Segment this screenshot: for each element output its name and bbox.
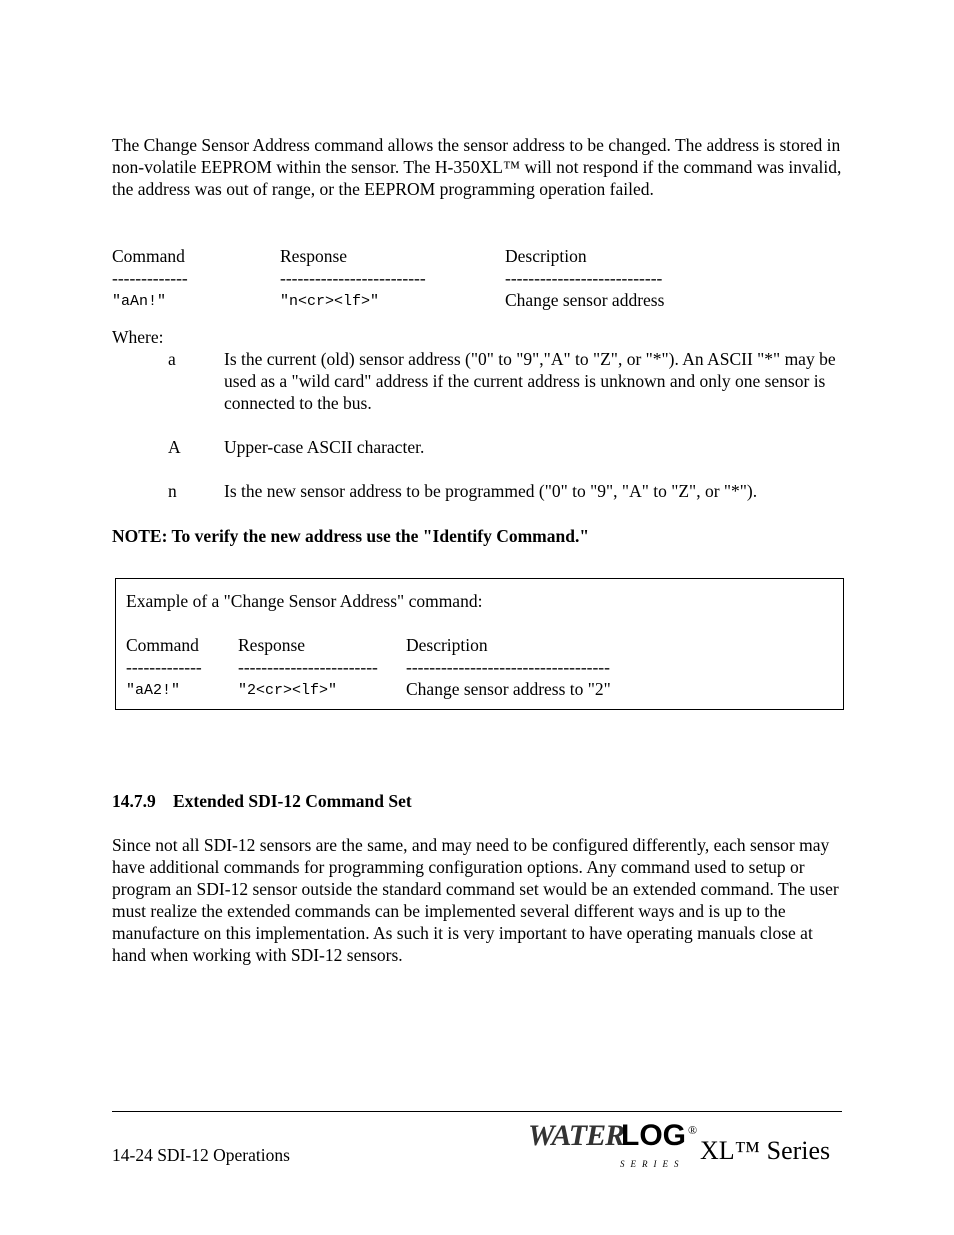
example-cell-command: "aA2!" [126,682,181,699]
example-cell-response: "2<cr><lf>" [238,682,338,699]
example-header-response: Response [238,635,306,655]
body-paragraph: Since not all SDI-12 sensors are the same, and may need to be configured differently, each sensor may have additional commands for programming configuration options. Any command used to setup or program an SDI-12 sensor outside the standard command set would be an extended command. The user must realize the extended commands can be implemented several different ways and is up to the manufacture on this implementation. As such it is very important to have operating manuals close at hand when working with SDI-12 sensors. [112,835,839,965]
table1-cell-response: "n<cr><lf>" [280,293,380,310]
example-dashes-response: ------------------------ [238,657,378,677]
example-box [115,578,844,710]
section-title: Extended SDI-12 Command Set [173,791,412,811]
example-header-description: Description [406,635,488,655]
table1-header-response: Response [280,246,348,266]
where-key-n: n [168,481,177,501]
where-text-a: Is the current (old) sensor address ("0" to "9","A" to "Z", or "*"). An ASCII "*" may be used as a "wild card" address if the current address is unknown and only one sensor is connected to the bus. [224,349,836,413]
where-key-a: a [168,349,176,369]
table1-dashes-description: --------------------------- [505,268,663,288]
footer-series-label: XL™ Series [700,1136,831,1165]
intro-paragraph: The Change Sensor Address command allows the sensor address to be changed. The address is stored in non-volatile EEPROM within the sensor. The H-350XL™ will not respond if the command was invalid, the address was out of range, or the EEPROM programming operation failed. [112,135,842,199]
where-text-A: Upper-case ASCII character. [224,437,425,457]
example-header-command: Command [126,635,199,655]
table1-header-command: Command [112,246,185,266]
note: NOTE: To verify the new address use the "Identify Command." [112,526,590,546]
table1-cell-description: Change sensor address [505,290,665,310]
table1-dashes-response: ------------------------- [280,268,426,288]
where-text-n: Is the new sensor address to be programmed ("0" to "9", "A" to "Z", or "*"). [224,481,758,501]
example-cell-description: Change sensor address to "2" [406,679,611,699]
table1-header-description: Description [505,246,587,266]
table1-dashes-command: ------------- [112,268,188,288]
example-dashes-command: ------------- [126,657,202,677]
footer-page-label: 14-24 SDI-12 Operations [112,1145,290,1165]
example-title: Example of a "Change Sensor Address" command: [126,591,483,611]
section-number: 14.7.9 [112,791,156,811]
table1-cell-command: "aAn!" [112,293,167,310]
footer-rule [112,1111,842,1112]
example-dashes-description: ----------------------------------- [406,657,610,677]
waterlog-logo: WATER LOG ® SERIES [528,1119,698,1169]
where-key-A: A [168,437,181,457]
where-label: Where: [112,327,164,347]
